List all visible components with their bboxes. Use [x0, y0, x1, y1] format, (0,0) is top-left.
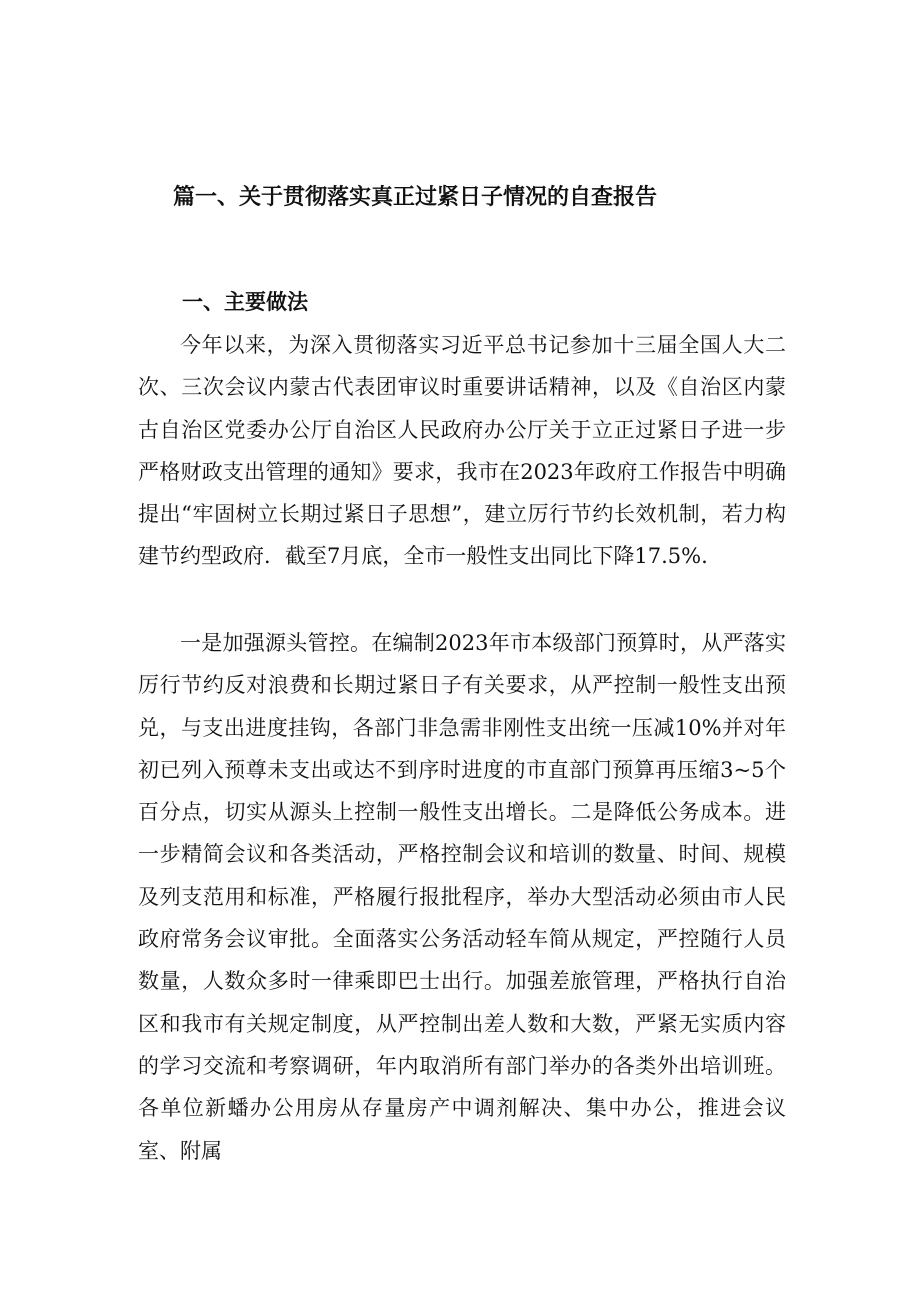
- body-paragraph: 今年以来，为深入贯彻落实习近平总书记参加十三届全国人大二次、三次会议内蒙古代表团审议时重要讲话精神，以及《自治区内蒙古自治区党委办公厅自治区人民政府办公厅关于立正过紧日子进一步严格财政支出管理的通知》要求，我市在2023年政府工作报告中明确提出“牢固树立长期过紧日子思想”，建立厉行节约长效机制，若力构建节约型政府．截至7月底，全市一般性支出同比下降17.5%.: [138, 333, 786, 569]
- body-paragraph: 一是加强源头管控。在编制2023年市本级部门预算时，从严落实厉行节约反对浪费和长期过紧日子有关要求，从严控制一般性支出预兑，与支出进度挂钩，各部门非急需非刚性支出统一压减10%并对年初已列入预尊未支出或达不到序时进度的市直部门预算再压缩3~5个百分点，切实从源头上控制一般性支出增长。二是降低公务成本。进一步精简会议和各类活动，严格控制会议和培训的数量、时间、规模及列支范用和标准，严格履行报批程序，举办大型活动必须由市人民政府常务会议审批。全面落实公务活动轻车简从规定，严控随行人员数量，人数众多时一律乘即巴士出行。加强差旅管理，严格执行自治区和我市有关规定制度，从严控制出差人数和大数，严紧无实质内容的学习交流和考察调研，年内取消所有部门举办的各类外出培训班。各单位新蟠办公用房从存量房产中调剂解决、集中办公，推进会议室、附属: [138, 631, 786, 1163]
- section-heading: 一、主要做法: [182, 290, 308, 314]
- document-title: 篇一、关于贯彻落实真正过紧日子情况的自查报告: [173, 185, 658, 210]
